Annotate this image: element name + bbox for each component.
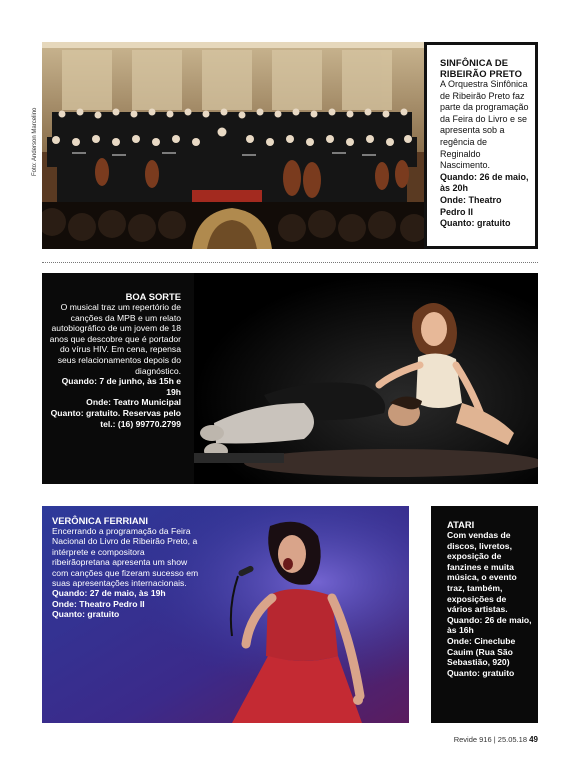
section-divider bbox=[42, 262, 538, 263]
sinfonica-description: A Orquestra Sinfônica de Ribeirão Preto faz parte da programação da Feira do Livro e se apresenta sob a regência de Reginaldo Nascimento. bbox=[440, 79, 529, 171]
photo-credit: Foto: Anderson Marcelino bbox=[32, 107, 38, 176]
sinfonica-title: SINFÔNICA DE RIBEIRÃO PRETO bbox=[440, 57, 522, 79]
veronica-title: VERÔNICA FERRIANI bbox=[52, 515, 149, 526]
orchestra-photo bbox=[42, 42, 424, 249]
page-number: 49 bbox=[529, 735, 538, 744]
boa-sorte-photo bbox=[194, 273, 538, 484]
magazine-name: Revide 916 bbox=[453, 735, 492, 744]
page-footer bbox=[454, 735, 538, 744]
atari-price: Quanto: gratuito bbox=[447, 667, 515, 678]
issue-date: 25.05.18 bbox=[497, 735, 527, 744]
atari-description: Com vendas de discos, livretos, exposição de fanzines e muita música, o evento traz, também, exposições de vários artistas. bbox=[447, 530, 517, 615]
boa-sorte-price: Quanto: gratuito. Reservas pelo tel.: (16) 99770.2799 bbox=[50, 407, 181, 429]
sinfonica-info-box bbox=[424, 42, 538, 249]
boa-sorte-illustration bbox=[194, 273, 538, 484]
atari-info-box bbox=[431, 506, 538, 723]
veronica-when: Quando: 27 de maio, às 19h bbox=[52, 588, 166, 599]
atari-title: ATARI bbox=[447, 519, 475, 530]
sinfonica-when: Quando: 26 de maio, às 20h bbox=[440, 171, 529, 194]
orchestra-illustration bbox=[42, 42, 424, 249]
veronica-where: Onde: Theatro Pedro II bbox=[52, 598, 145, 609]
veronica-price: Quanto: gratuito bbox=[52, 609, 120, 620]
veronica-info-text bbox=[52, 515, 202, 620]
footer-separator: | bbox=[493, 735, 496, 744]
sinfonica-price: Quanto: gratuito bbox=[440, 218, 511, 229]
boa-sorte-where: Onde: Teatro Municipal bbox=[86, 397, 181, 408]
sinfonica-where: Onde: Theatro Pedro II bbox=[440, 194, 502, 217]
atari-where: Onde: Cineclube Cauim (Rua São Sebastião, 920) bbox=[447, 635, 516, 668]
veronica-description: Encerrando a programação da Feira Nacional do Livro de Ribeirão Preto, a intérprete e compositora ribeirãopretana apresenta um show com canções que fizeram sucesso em suas apresentações internacionais. bbox=[52, 526, 199, 589]
boa-sorte-description: O musical traz um repertório de canções da MPB e um relato autobiográfico de um jovem de 18 anos que descobre que é portador do vírus HIV. Em cena, repensa seus relacionamentos depois do diagnóstico. bbox=[49, 302, 181, 376]
atari-when: Quando: 26 de maio, às 16h bbox=[447, 614, 532, 636]
boa-sorte-title: BOA SORTE bbox=[125, 291, 181, 302]
boa-sorte-info-box bbox=[42, 273, 194, 484]
boa-sorte-when: Quando: 7 de junho, às 15h e 19h bbox=[61, 376, 181, 397]
